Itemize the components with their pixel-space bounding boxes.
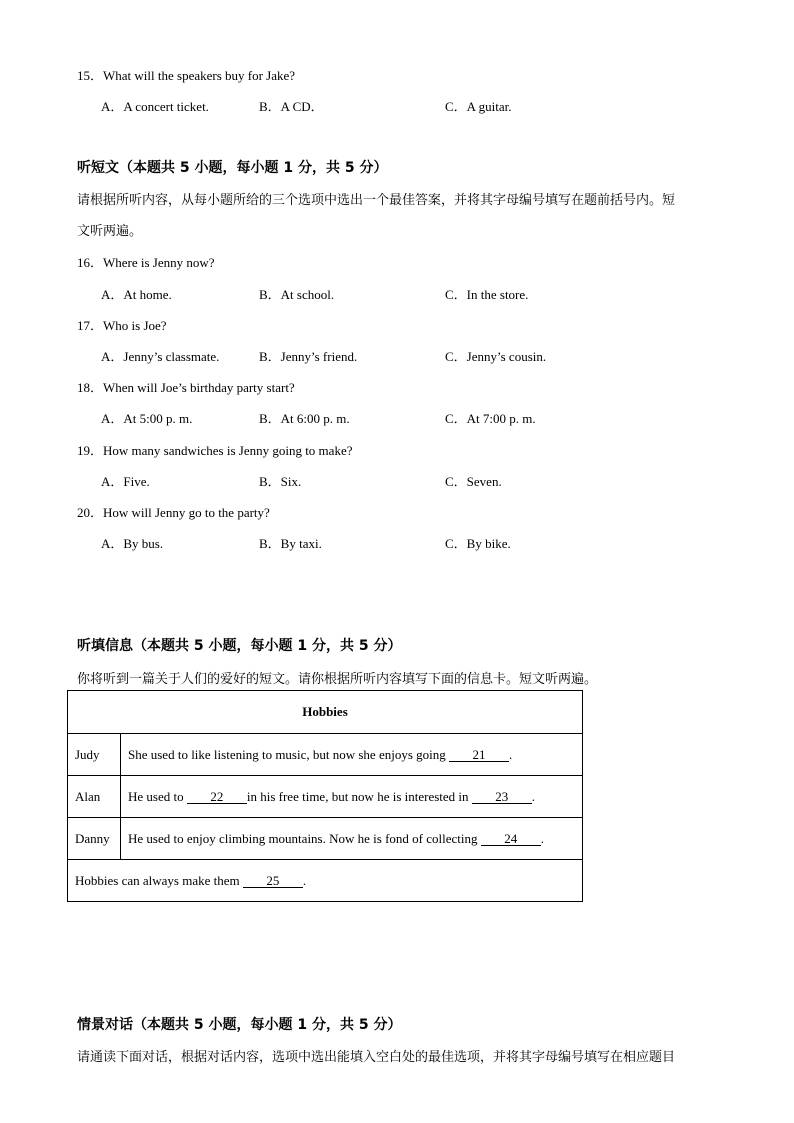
q20-option-c: C．By bike. [445, 536, 511, 551]
blank-22[interactable]: 22 [187, 790, 247, 804]
blank-24[interactable]: 24 [481, 832, 541, 846]
blank-25[interactable]: 25 [243, 874, 303, 888]
q19-option-a: A．Five. [101, 474, 150, 489]
q17-option-b: B．Jenny’s friend. [259, 349, 358, 364]
blank-21[interactable]: 21 [449, 748, 509, 762]
q18-option-b: B．At 6:00 p. m. [259, 411, 350, 426]
question-18: 18．When will Joe’s birthday party start? [77, 380, 295, 395]
q18-option-c: C．At 7:00 p. m. [445, 411, 536, 426]
q19-option-b: B．Six. [259, 474, 302, 489]
question-20: 20．How will Jenny go to the party? [77, 505, 270, 520]
q20-option-b: B．By taxi. [259, 536, 322, 551]
q18-option-a: A．At 5:00 p. m. [101, 411, 193, 426]
table-footer-row [68, 860, 583, 902]
section-dialogue-instruction: 请通读下面对话，根据对话内容，选项中选出能填入空白处的最佳选项，并将其字母编号填写在相应题目 [77, 1050, 676, 1065]
section-title-dialogue: 情景对话（本题共 5 小题，每小题 1 分，共 5 分） [77, 1017, 402, 1033]
table-row [68, 818, 583, 860]
section-instruction-line1: 请根据所听内容，从每小题所给的三个选项中选出一个最佳答案，并将其字母编号填写在题前括号内。短 [77, 193, 676, 208]
question-19: 19．How many sandwiches is Jenny going to make? [77, 443, 353, 458]
row-text-alan: He used to 22 in his free time, but now he is interested in 23 . [121, 776, 583, 818]
table-row [68, 734, 583, 776]
question-17: 17．Who is Joe? [77, 318, 167, 333]
q20-option-a: A．By bus. [101, 536, 164, 551]
q15-option-c: C．A guitar. [445, 99, 512, 114]
section-fill-instruction: 你将听到一篇关于人们的爱好的短文。请你根据所听内容填写下面的信息卡。短文听两遍。 [77, 672, 598, 687]
hobbies-table [67, 690, 583, 902]
row-name-alan: Alan [68, 776, 121, 818]
section-instruction-line2: 文听两遍。 [77, 224, 143, 239]
q16-option-a: A．At home. [101, 287, 172, 302]
section-title-fill-info: 听填信息（本题共 5 小题，每小题 1 分，共 5 分） [77, 638, 402, 654]
q16-option-c: C．In the store. [445, 287, 529, 302]
q15-option-a: A．A concert ticket. [101, 99, 209, 114]
row-text-danny: He used to enjoy climbing mountains. Now he is fond of collecting 24 . [121, 818, 583, 860]
q16-option-b: B．At school. [259, 287, 335, 302]
q19-option-c: C．Seven. [445, 474, 502, 489]
q17-option-c: C．Jenny’s cousin. [445, 349, 547, 364]
question-16: 16．Where is Jenny now? [77, 255, 215, 270]
question-15: 15．What will the speakers buy for Jake? [77, 68, 296, 83]
q17-option-a: A．Jenny’s classmate. [101, 349, 220, 364]
blank-23[interactable]: 23 [472, 790, 532, 804]
table-row [68, 776, 583, 818]
row-name-judy: Judy [68, 734, 121, 776]
table-footer: Hobbies can always make them 25 . [68, 860, 583, 902]
q15-option-b: B．A CD． [259, 99, 324, 114]
section-title-short-passage: 听短文（本题共 5 小题，每小题 1 分，共 5 分） [77, 160, 388, 176]
row-name-danny: Danny [68, 818, 121, 860]
row-text-judy: She used to like listening to music, but now she enjoys going 21 . [121, 734, 583, 776]
table-header: Hobbies [68, 691, 583, 734]
